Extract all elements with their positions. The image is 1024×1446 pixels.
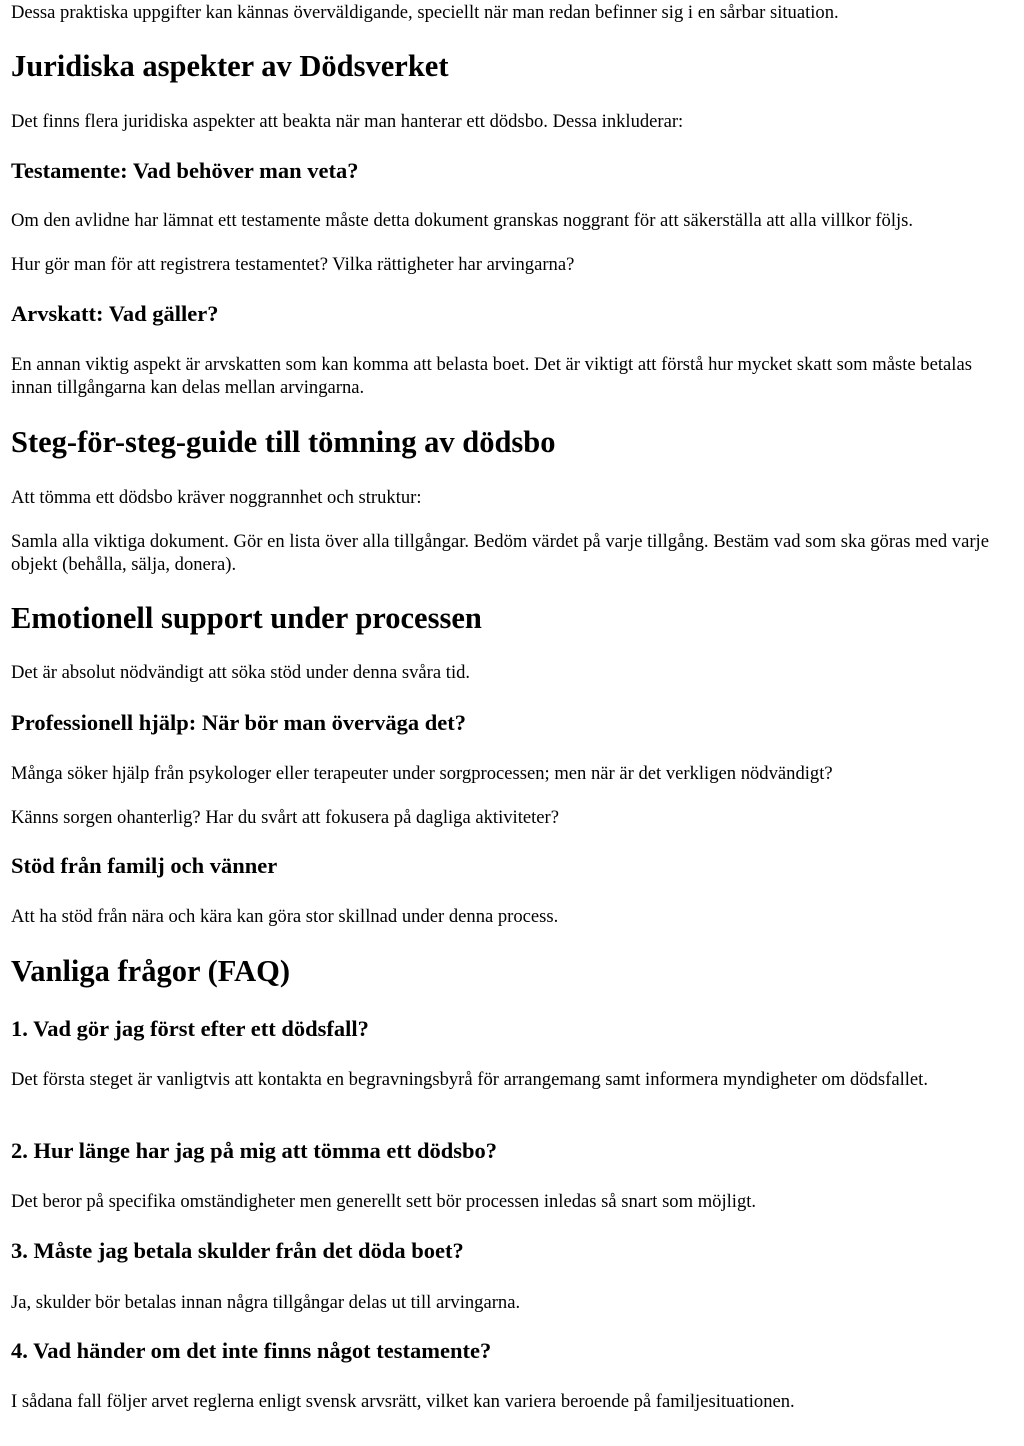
faq-question-3: 3. Måste jag betala skulder från det döda boet? xyxy=(11,1238,464,1263)
faq-question-4: 4. Vad händer om det inte finns något testamente? xyxy=(11,1338,492,1363)
heading-family-support: Stöd från familj och vänner xyxy=(11,853,278,878)
paragraph-testament-review: Om den avlidne har lämnat ett testamente måste detta dokument granskas noggrant för att säkerställa att alla villkor följs. xyxy=(11,210,914,231)
paragraph-guide-intro: Att tömma ett dödsbo kräver noggrannhet och struktur: xyxy=(11,487,422,508)
paragraph-legal-intro: Det finns flera juridiska aspekter att beakta när man hanterar ett dödsbo. Dessa inkluderar: xyxy=(11,111,684,132)
heading-testament: Testamente: Vad behöver man veta? xyxy=(11,158,359,183)
faq-answer-4: I sådana fall följer arvet reglerna enligt svensk arvsrätt, vilket kan variera beroende på familjesituationen. xyxy=(11,1391,795,1412)
faq-question-1: 1. Vad gör jag först efter ett dödsfall? xyxy=(11,1016,369,1041)
paragraph-testament-register: Hur gör man för att registrera testamentet? Vilka rättigheter har arvingarna? xyxy=(11,254,575,275)
paragraph-guide-steps: Samla alla viktiga dokument. Gör en lista över alla tillgångar. Bedöm värdet på varje tillgång. Bestäm vad som ska göras med varje objekt (behålla, sälja, donera). xyxy=(11,531,989,575)
paragraph-overwhelming: Dessa praktiska uppgifter kan kännas överväldigande, speciellt när man redan befinner sig i en sårbar situation. xyxy=(11,2,839,23)
paragraph-family-support: Att ha stöd från nära och kära kan göra stor skillnad under denna process. xyxy=(11,906,559,927)
heading-inheritance-tax: Arvskatt: Vad gäller? xyxy=(11,301,219,326)
paragraph-inheritance-tax: En annan viktig aspekt är arvskatten som kan komma att belasta boet. Det är viktigt att förstå hur mycket skatt som måste betalas innan tillgångarna kan delas mellan arvingarna. xyxy=(11,354,972,398)
heading-emotional-support: Emotionell support under processen xyxy=(11,601,482,635)
faq-question-2: 2. Hur länge har jag på mig att tömma ett dödsbo? xyxy=(11,1138,498,1163)
heading-professional-help: Professionell hjälp: När bör man överväga det? xyxy=(11,710,466,735)
faq-answer-2: Det beror på specifika omständigheter men generellt sett bör processen inledas så snart som möjligt. xyxy=(11,1191,757,1212)
paragraph-grief-questions: Känns sorgen ohanterlig? Har du svårt att fokusera på dagliga aktiviteter? xyxy=(11,807,559,828)
heading-legal-aspects: Juridiska aspekter av Dödsverket xyxy=(11,49,449,83)
paragraph-support-intro: Det är absolut nödvändigt att söka stöd under denna svåra tid. xyxy=(11,662,471,683)
heading-faq: Vanliga frågor (FAQ) xyxy=(11,954,290,988)
heading-step-guide: Steg-för-steg-guide till tömning av dödsbo xyxy=(11,425,556,459)
faq-answer-3: Ja, skulder bör betalas innan några tillgångar delas ut till arvingarna. xyxy=(11,1292,521,1313)
faq-answer-1: Det första steget är vanligtvis att kontakta en begravningsbyrå för arrangemang samt informera myndigheter om dödsfallet. xyxy=(11,1069,928,1090)
paragraph-professional-help: Många söker hjälp från psykologer eller terapeuter under sorgprocessen; men när är det verkligen nödvändigt? xyxy=(11,763,833,784)
